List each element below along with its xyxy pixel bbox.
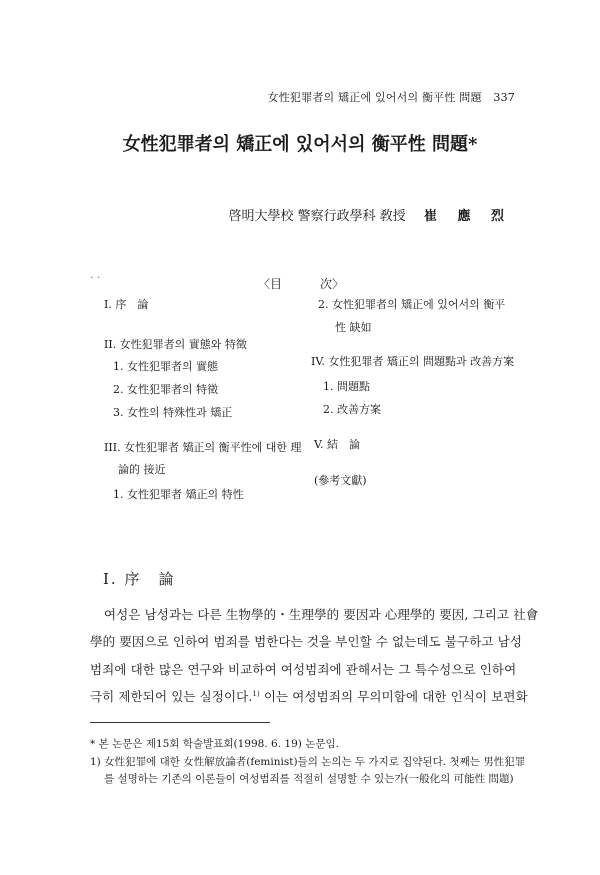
toc-item: 2. 女性犯罪者의 特徵: [113, 383, 219, 396]
body-line: 學的 要因으로 인하여 범죄를 범한다는 것을 부인할 수 없는데도 불구하고 남성: [90, 634, 523, 649]
toc-item: IV. 女性犯罪者 矯正의 問題點과 改善方案: [311, 355, 515, 368]
toc-item: 2. 女性犯罪者의 矯正에 있어서의 衡平: [318, 298, 506, 311]
paper-title: 女性犯罪者의 矯正에 있어서의 衡平性 問題*: [122, 134, 478, 155]
toc-item: 3. 女性의 特殊性과 矯正: [113, 406, 233, 419]
footnote: 를 설명하는 기존의 이론들이 여성범죄를 적절히 설명할 수 있는가(一般化의 可能性 問題): [104, 773, 514, 785]
toc-item: 1. 女性犯罪者 矯正의 特性: [113, 488, 244, 501]
toc-item: III. 女性犯罪者 矯正의 衡平性에 대한 理: [104, 441, 302, 454]
author-name: 崔 應 烈: [423, 209, 512, 224]
footnote-divider: [90, 722, 270, 723]
toc-heading-left: 〈目: [258, 277, 283, 291]
body-line: 범죄에 대한 많은 연구와 비교하여 여성범죄에 관해서는 그 특수성으로 인하여: [90, 662, 517, 677]
running-header: [268, 89, 515, 105]
body-text: 극히 제한되어 있는 실정이다.: [90, 689, 253, 704]
footnote: 1) 女性犯罪에 대한 女性解放論者(feminist)들의 논의는 두 가지로 집약된다. 첫째는 男性犯罪: [90, 756, 526, 768]
body-line: [90, 687, 528, 705]
body-text: 이는 여성범죄의 무의미함에 대한 인식이 보편화: [259, 689, 528, 704]
toc-leader-dots: · ·: [90, 271, 101, 284]
section-heading: I. 序 論: [103, 570, 176, 588]
toc-item: I. 序 論: [104, 298, 149, 311]
toc-heading-right: 次〉: [320, 277, 345, 291]
toc-item: 論的 接近: [118, 463, 166, 476]
author-line: [229, 205, 512, 224]
toc-item: 1. 問題點: [323, 380, 370, 393]
toc-item: 2. 改善方案: [323, 403, 381, 416]
toc-item: 1. 女性犯罪者의 實態: [113, 360, 219, 373]
footnote: * 본 논문은 제15회 학술발표회(1998. 6. 19) 논문임.: [90, 738, 339, 750]
toc-item: 性 缺如: [335, 321, 372, 334]
toc-item: II. 女性犯罪者의 實態와 特徵: [104, 338, 247, 351]
footnote-ref: 1): [252, 689, 260, 698]
page-number: 337: [493, 91, 515, 104]
body-line: 여성은 남성과는 다른 生物學的・生理學的 要因과 心理學的 要因, 그리고 社會: [104, 607, 539, 622]
running-title: 女性犯罪者의 矯正에 있어서의 衡平性 問題: [267, 91, 482, 104]
toc-item: (參考文獻): [314, 474, 367, 487]
author-affiliation: 啓明大學校 警察行政學科 敎授: [228, 209, 406, 224]
toc-item: V. 結 論: [314, 438, 361, 451]
